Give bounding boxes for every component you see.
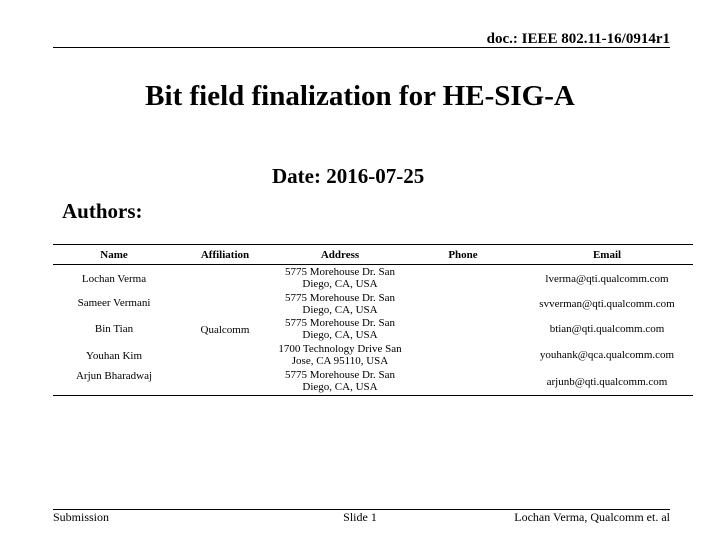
table-top-rule bbox=[53, 244, 693, 245]
author-email: lverma@qti.qualcomm.com bbox=[545, 273, 669, 285]
author-address: 5775 Morehouse Dr. San Diego, CA, USA bbox=[285, 317, 395, 341]
footer-author: Lochan Verma, Qualcomm et. al bbox=[514, 510, 670, 524]
author-name: Bin Tian bbox=[94, 323, 134, 335]
table-header-rule bbox=[53, 264, 693, 265]
author-email: svverman@qti.qualcomm.com bbox=[539, 298, 675, 310]
table-bottom-rule bbox=[53, 395, 693, 396]
author-name: Lochan Verma bbox=[81, 273, 147, 285]
header-divider bbox=[53, 47, 670, 48]
author-email: youhank@qca.qualcomm.com bbox=[539, 349, 675, 361]
author-affiliation: Qualcomm bbox=[200, 324, 250, 336]
header-email: Email bbox=[592, 249, 622, 261]
authors-table bbox=[53, 241, 693, 396]
authors-label: Authors: bbox=[62, 199, 143, 223]
author-name: Sameer Vermani bbox=[77, 297, 151, 309]
footer-submission: Submission bbox=[53, 510, 110, 524]
slide-date: Date: 2016-07-25 bbox=[272, 164, 425, 188]
header-phone: Phone bbox=[448, 249, 478, 261]
author-address: 5775 Morehouse Dr. San Diego, CA, USA bbox=[285, 369, 395, 393]
author-address: 1700 Technology Drive San Jose, CA 95110, USA bbox=[278, 343, 402, 367]
author-name: Arjun Bharadwaj bbox=[75, 370, 153, 382]
author-address: 5775 Morehouse Dr. San Diego, CA, USA bbox=[285, 266, 395, 290]
author-email: arjunb@qti.qualcomm.com bbox=[546, 376, 668, 388]
slide-title: Bit field finalization for HE-SIG-A bbox=[145, 80, 575, 112]
header-affiliation: Affiliation bbox=[200, 249, 250, 261]
header-address: Address bbox=[320, 249, 360, 261]
author-address: 5775 Morehouse Dr. San Diego, CA, USA bbox=[285, 292, 395, 316]
author-email: btian@qti.qualcomm.com bbox=[549, 323, 665, 335]
author-name: Youhan Kim bbox=[85, 350, 143, 362]
header-name: Name bbox=[100, 249, 128, 261]
document-id: doc.: IEEE 802.11-16/0914r1 bbox=[486, 31, 670, 47]
footer-slide-number: Slide 1 bbox=[343, 510, 377, 524]
